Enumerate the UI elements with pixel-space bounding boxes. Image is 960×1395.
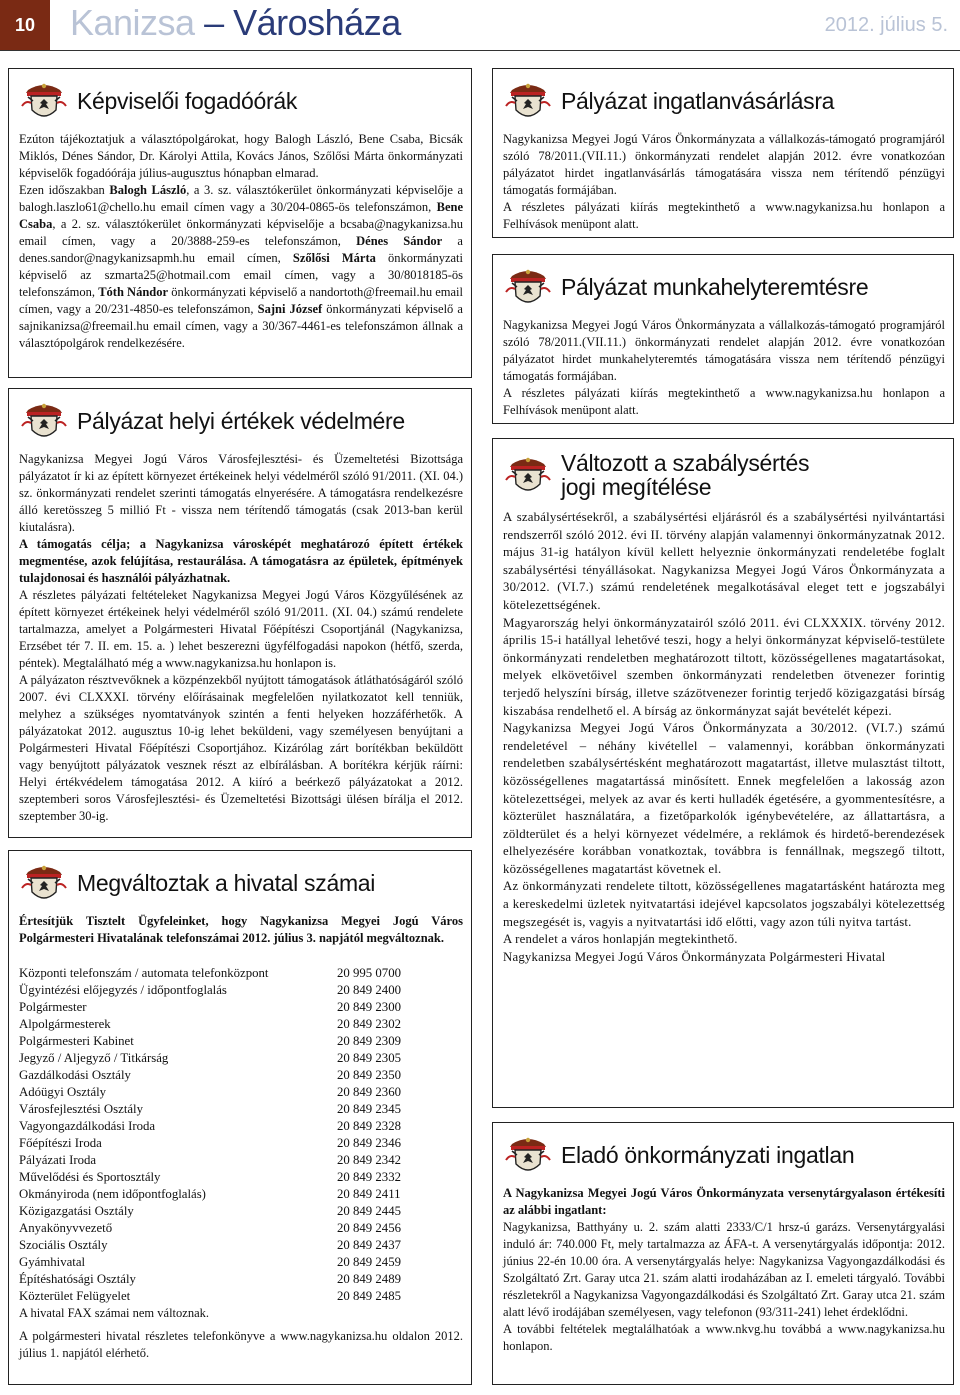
article-helyi-ertekek — [8, 388, 472, 838]
article-fogadoorak — [8, 68, 472, 378]
phone-row — [19, 1186, 463, 1203]
article-ingatlanvasarlas — [492, 68, 954, 238]
phone-row — [19, 1152, 463, 1169]
phone-row — [19, 1016, 463, 1033]
article-title: Képviselői fogadóórák — [77, 88, 298, 114]
phone-office-name: Polgármesteri Kabinet — [19, 1034, 134, 1048]
article-body: A szabálysértésekről, a szabálysértési eljárásról és a szabálysértési nyilvántartási rendszerről szóló 2012. évi II. törvény alapján valamennyi önkormányzatnak 2012. május 31-ig hatályon kívül kellett helyeznie önkormányzati rendeletébe foglalt szabálysértési tényállásokat. Nagykanizsa Megyei Jogú Város Önkormányzata a 30/2012. (VI.7.) számú rendeletének megalkotásával eleget tett e jogszabályi kötelezettségének. Magyarország helyi önkormányzatairól szóló 2011. évi CLXXXIX. törvény 2012. április 15-i hatállyal lehetővé teszi, hogy a helyi önkormányzat képviselő-testülete önkormányzati rendeletben meghatározott tiltott, közösségellenes magatartásokat, melyek elkövetőivel szemben önkormányzati rendeletben ötvenezer forintig terjedő helyszíni bírság, illetve százötvenezer forintig terjedő közigazgatási bírság kiszabása rendelhető el. A bírság az önkormányzat saját bevételét képezi. Nagykanizsa Megyei Jogú Város Önkormányzata a 30/2012. (VI.7.) számú rendeletével – néhány kivétellel – valamennyi, korábban önkormányzati rendeletben szabálysértésként meghatározott magatartást, illetve mulasztást tiltott, közösségellenes magatartássá minősített. Ennek megfelelően a lakosság azon kötelezettségei, melyek az avar és kerti hulladék égetésére, a gyommentesítésre, a közterület használatára, a fizetőparkolók igénybevételére, az állattartásra, a zöldterület és a helyi környezet védelmére, a reklámok és hirdető-berendezések elhelyezésére korábban vonatkoztak, továbbra is fennállnak, megszegő tiltott, közösségellenes magatartást követnek el. Az önkormányzati rendelete tiltott, közösségellenes magatartásként határozta meg a kereskedelmi üzletek nyitvatartási idejével kapcsolatos jogszabályi kötelezettség megszegését is, vagyis a nyitvatartási idő előtti, vagy azon túli nyitva tartást. A rendelet a város honlapján megtekinthető. Nagykanizsa Megyei Jogú Város Önkormányzata Polgármesteri Hivatal — [503, 510, 945, 964]
phone-number: 20 849 2485 — [337, 1289, 401, 1303]
phone-office-name: Okmányiroda (nem időpontfoglalás) — [19, 1187, 206, 1201]
phone-number: 20 849 2309 — [337, 1034, 401, 1048]
city-crest-icon — [503, 450, 553, 500]
phone-office-name: Polgármester — [19, 1000, 87, 1014]
phone-number: 20 995 0700 — [337, 966, 401, 980]
city-crest-icon — [503, 262, 553, 312]
phone-row — [19, 999, 463, 1016]
phone-number: 20 849 2400 — [337, 983, 401, 997]
article-body: Értesítjük Tisztelt Ügyfeleinket, hogy Nagykanizsa Megyei Jogú Város Polgármesteri Hivatalának telefonszámai 2012. július 3. napjától megváltoznak. Központi telefonszám / automata telefonközpont 20 995 0700 Ügyintézési előjegyzés / időpontfoglalás 20 849 2400 Polgármester 20 849 2300 Alpolgármesterek 20 849 2302 Polgármesteri Kabinet 20 849 2309 Jegyző / Aljegyző / Titkárság 20 849 2305 Gazdálkodási Osztály 20 849 2350 Adóügyi Osztály 20 849 2360 Városfejlesztési Osztály 20 849 2345 Vagyongazdálkodási Iroda 20 849 2328 Főépítészi Iroda 20 849 2346 Pályázati Iroda 20 849 2342 Művelődési és Sportosztály 20 849 2332 Okmányiroda (nem időpontfoglalás) 20 849 2411 Közigazgatási Osztály 20 849 2445 Anyakönyvvezető 20 849 2456 Szociális Osztály 20 849 2437 Gyámhivatal 20 849 2459 Építéshatósági Osztály 20 849 2489 Közterület Felügyelet 20 849 2485 A hivatal FAX számai nem változnak. A polgármesteri hivatal részletes telefonkönyve a www.nagykanizsa.hu oldalon 2012. július 1. napjától elérhető. — [19, 914, 463, 1360]
phone-number: 20 849 2332 — [337, 1170, 401, 1184]
article-title: Változott a szabálysértés jogi megítélése — [561, 450, 810, 500]
phone-number: 20 849 2456 — [337, 1221, 401, 1235]
phone-row — [19, 1237, 463, 1254]
phone-office-name: Művelődési és Sportosztály — [19, 1170, 161, 1184]
phone-office-name: Városfejlesztési Osztály — [19, 1102, 144, 1116]
phone-office-name: Alpolgármesterek — [19, 1017, 111, 1031]
header-rule — [0, 50, 960, 51]
phone-office-name: Pályázati Iroda — [19, 1153, 97, 1167]
phone-office-name: Anyakönyvvezető — [19, 1221, 113, 1235]
article-munkahely — [492, 254, 954, 424]
phone-number: 20 849 2445 — [337, 1204, 401, 1218]
phone-row — [19, 1254, 463, 1271]
phone-number: 20 849 2459 — [337, 1255, 401, 1269]
phone-office-name: Vagyongazdálkodási Iroda — [19, 1119, 156, 1133]
phone-office-name: Gazdálkodási Osztály — [19, 1068, 131, 1082]
phone-number: 20 849 2328 — [337, 1119, 401, 1133]
publication-title: Kanizsa – Városháza — [70, 2, 401, 43]
phone-list — [19, 965, 463, 1305]
phone-number: 20 849 2302 — [337, 1017, 401, 1031]
phone-number: 20 849 2437 — [337, 1238, 401, 1252]
phone-office-name: Adóügyi Osztály — [19, 1085, 107, 1099]
phone-number: 20 849 2346 — [337, 1136, 401, 1150]
phone-office-name: Gyámhivatal — [19, 1255, 86, 1269]
article-title: Pályázat munkahelyteremtésre — [561, 274, 869, 300]
phone-number: 20 849 2489 — [337, 1272, 401, 1286]
article-telefonszamok — [8, 850, 472, 1385]
article-title: Eladó önkormányzati ingatlan — [561, 1142, 855, 1168]
phone-row — [19, 1169, 463, 1186]
phone-number: 20 849 2342 — [337, 1153, 401, 1167]
city-crest-icon — [19, 76, 69, 126]
phone-row — [19, 965, 463, 982]
article-body: Nagykanizsa Megyei Jogú Város Önkormányzata a vállalkozás-támogató programjáról szóló 78/2011.(VII.11.) önkormányzati rendelet alapján 2012. évre vonatkozóan pályázatot hirdet ingatlanvásárlás támogatására vissza nem térítendő pénzügyi támogatás formájában. A részletes pályázati kiírás megtekinthető a www.nagykanizsa.hu honlapon a Felhívások menüpont alatt. — [503, 132, 945, 231]
article-body: Nagykanizsa Megyei Jogú Város Önkormányzata a vállalkozás-támogató programjáról szóló 78/2011.(VII.11.) önkormányzati rendelet alapján 2012. évre vonatkozóan pályázatot hirdet munkahelyteremtés támogatására vissza nem térítendő pénzügyi támogatás formájában. A részletes pályázati kiírás megtekinthető a www.nagykanizsa.hu honlapon a Felhívások menüpont alatt. — [503, 318, 945, 417]
article-elado — [492, 1122, 954, 1385]
issue-date: 2012. július 5. — [824, 14, 948, 36]
phone-number: 20 849 2300 — [337, 1000, 401, 1014]
article-body: Ezúton tájékoztatjuk a választópolgárokat, hogy Balogh László, Bene Csaba, Bicsák Miklós, Dénes Sándor, Dr. Károlyi Attila, Kovács János, Szőlősi Márta önkormányzati képviselők fogadóórája július-augusztus hónapban elmarad. Ezen időszakban Balogh László, a 3. sz. választókerület önkormányzati képviselője a balogh.laszlo61@chello.hu email címen vagy a 30/204-0865-ös telefonszámon, Bene Csaba, a 2. sz. választókerület önkormányzati képviselője a bcsaba@nagykanizsa.hu email címen, vagy a 20/3888-259-es telefonszámon, Dénes Sándor a denes.sandor@nagykanizsapmh.hu email címen, Szőlősi Márta önkormányzati képviselő az szmarta25@hotmail.com email címen, vagy a 30/8018185-ös telefonszámon, Tóth Nándor önkormányzati képviselő a nandortoth@freemail.hu email címen, vagy a 20/231-4850-es telefonszámon, Sajni József önkormányzati képviselő a sajnikanizsa@freemail.hu email címen, vagy a 30/367-4461-es telefonszámon állnak a választópolgárok rendelkezésére. — [19, 132, 463, 350]
phone-row — [19, 1118, 463, 1135]
phone-row — [19, 1033, 463, 1050]
phone-number: 20 849 2350 — [337, 1068, 401, 1082]
phone-number: 20 849 2305 — [337, 1051, 401, 1065]
article-szabalysertes — [492, 438, 954, 1108]
phone-office-name: Építéshatósági Osztály — [19, 1272, 136, 1286]
phone-row — [19, 1101, 463, 1118]
article-title: Pályázat ingatlanvásárlásra — [561, 88, 835, 114]
phone-office-name: Központi telefonszám / automata telefonközpont — [19, 966, 269, 980]
phone-row — [19, 1050, 463, 1067]
phone-office-name: Közterület Felügyelet — [19, 1289, 131, 1303]
article-body: A Nagykanizsa Megyei Jogú Város Önkormányzata versenytárgyalason értékesíti az alábbi ingatlant: Nagykanizsa, Batthyány u. 2. szám alatti 2333/C/1 hrsz-ú garázs. Versenytárgyalási induló ár: 740.000 Ft, mely tartalmazza az ÁFA-t. A versenytárgyalás időpontja: 2012. június 22-én 10.00 óra. A versenytárgyalás helye: Nagykanizsa Vagyongazdálkodási és Szolgáltató Zrt. Garay utca 21. szám alatti irodaházában az I. emeleti tárgyaló. További részletekről a Nagykanizsa Vagyongazdálkodási és Szolgáltató Zrt. Garay utca 21. szám alatt lévő irodájában személyesen, vagy telefonon (93/311-241) lehet érdeklődni. A további feltételek megtalálhatóak a www.nkvg.hu továbbá a www.nagykanizsa.hu honlapon. — [503, 1186, 945, 1353]
page-header — [0, 0, 960, 50]
phone-row — [19, 1067, 463, 1084]
phone-row — [19, 1084, 463, 1101]
phone-row — [19, 1135, 463, 1152]
city-crest-icon — [503, 1130, 553, 1180]
phone-row — [19, 1271, 463, 1288]
phone-number: 20 849 2360 — [337, 1085, 401, 1099]
phone-row — [19, 1220, 463, 1237]
phone-number: 20 849 2411 — [337, 1187, 401, 1201]
article-title: Megváltoztak a hivatal számai — [77, 870, 376, 896]
article-title: Pályázat helyi értékek védelmére — [77, 408, 405, 434]
phone-office-name: Szociális Osztály — [19, 1238, 108, 1252]
phone-office-name: Ügyintézési előjegyzés / időpontfoglalás — [19, 983, 227, 997]
phone-row — [19, 982, 463, 999]
phone-office-name: Főépítészi Iroda — [19, 1136, 102, 1150]
phone-number: 20 849 2345 — [337, 1102, 401, 1116]
city-crest-icon — [19, 858, 69, 908]
phone-row — [19, 1288, 463, 1305]
phone-office-name: Közigazgatási Osztály — [19, 1204, 134, 1218]
city-crest-icon — [19, 396, 69, 446]
city-crest-icon — [503, 76, 553, 126]
phone-row — [19, 1203, 463, 1220]
phone-office-name: Jegyző / Aljegyző / Titkárság — [19, 1051, 169, 1065]
page-number: 10 — [0, 0, 50, 50]
article-body: Nagykanizsa Megyei Jogú Város Városfejlesztési- és Üzemeltetési Bizottsága pályázatot ír ki az épített környezet értékeinek helyi védelméről szóló 91/2011. (XI. 04.) sz. önkormányzati rendelet szerinti támogatás elnyerésére. A támogatásra rendelkezésre álló keretösszeg 5 millió Ft - vissza nem térítendő támogatás (csak 2013-ban kerül kiutalásra). A támogatás célja; a Nagykanizsa városképét meghatározó épített értékek megmentése, azok felújítása, restaurálása. A támogatásra az épületek, építmények tulajdonosai és használói pályázhatnak. A részletes pályázati feltételeket Nagykanizsa Megyei Jogú Város Közgyűlésének az épített környezet értékeinek helyi védelméről szóló 91/2011. (XI. 04.) számú rendelete tartalmazza, amelyet a Polgármesteri Hivatal Főépítészi Csoportjánál (Nagykanizsa, Erzsébet tér 7. II. em. 15. a. ) lehet beszerezni ügyfélfogadási napokon (hétfő, szerda, péntek). Megtalálható még a www.nagykanizsa.hu honlapon is. A pályázaton résztvevőknek a közpénzekből nyújtott támogatások átláthatóságáról szóló 2007. évi CLXXXI. törvény előírásainak megfelelően nyilatkozatot kell tenniük, melyhez a szükséges nyomtatványok szintén a fenti helyeken hozzáférhetők. A pályázatokat 2012. augusztus 10-ig lehet beküldeni, vagy személyesen benyújtani a Polgármesteri Hivatal Főépítészi Csoportjához. Kizárólag zárt borítékban beküldött vagy benyújtott pályázatok vesznek részt az elbírálásban. A borítékra kérjük ráírni: Helyi értékvédelem támogatása 2012. A kiíró a beérkező pályázatokat a 2012. szeptemberi soros Városfejlesztési- és Üzemeltetési Bizottsági ülésen bírálja el 2012. szeptember 30-ig. — [19, 452, 463, 823]
